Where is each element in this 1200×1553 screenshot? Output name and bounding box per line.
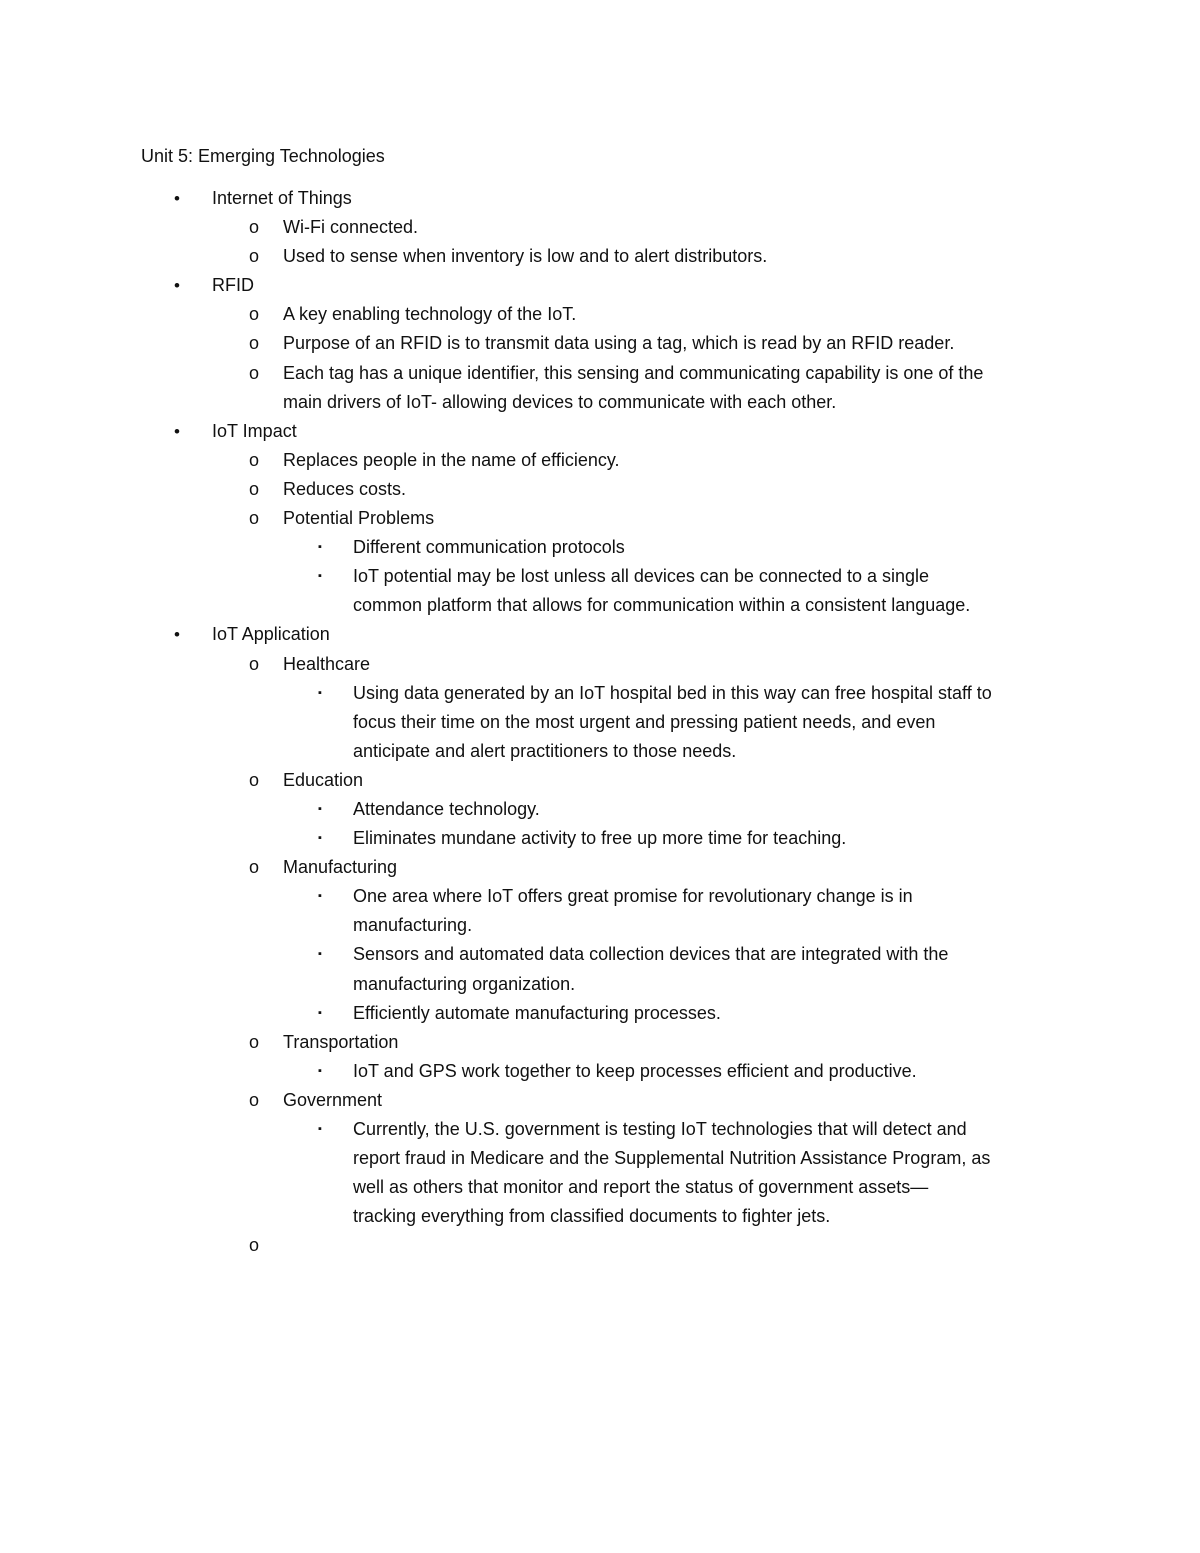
outline-line [0,1086,1200,1115]
outline-line [0,737,1200,766]
outline-line [0,679,1200,708]
outline-line [0,824,1200,853]
bullet-marker: o [249,1031,260,1052]
outline-text: IoT Application [212,624,330,645]
outline-line [0,882,1200,911]
outline-text: main drivers of IoT- allowing devices to communicate with each other. [283,391,837,412]
outline-text: RFID [212,275,254,296]
outline-text: Reduces costs. [283,478,407,499]
bullet-marker: o [249,304,260,325]
outline-text: Using data generated by an IoT hospital bed in this way can free hospital staff to [353,682,992,703]
outline-text: Replaces people in the name of efficiency. [283,449,620,470]
outline-text: anticipate and alert practitioners to those needs. [353,740,737,761]
outline-text: Eliminates mundane activity to free up more time for teaching. [353,828,847,849]
bullet-marker: ▪ [318,890,322,903]
outline-text: manufacturing organization. [353,973,576,994]
bullet-marker: o [249,478,260,499]
outline-line [0,999,1200,1028]
outline-text: Manufacturing [283,857,398,878]
outline-text: report fraud in Medicare and the Supplemental Nutrition Assistance Program, as [353,1148,991,1169]
outline-line [0,562,1200,591]
bullet-marker: o [249,857,260,878]
bullet-marker: ▪ [318,570,322,583]
bullet-marker: o [249,508,260,529]
outline-line [0,446,1200,475]
outline-text: Government [283,1089,383,1110]
outline-text: manufacturing. [353,915,473,936]
bullet-marker: o [249,1235,260,1256]
outline-line [0,388,1200,417]
outline-line [0,329,1200,358]
outline-text: Internet of Things [212,188,352,208]
outline-text: Transportation [283,1031,399,1052]
outline-text: Education [283,769,364,790]
bullet-marker: • [174,625,180,645]
bullet-marker: o [249,246,260,267]
outline-line [0,475,1200,504]
outline-text: well as others that monitor and report the status of government assets— [353,1177,929,1198]
outline-line [0,708,1200,737]
outline-line [0,650,1200,679]
outline-text: Each tag has a unique identifier, this sensing and communicating capability is one of the [283,362,984,383]
outline-text: Attendance technology. [353,798,540,819]
outline-text: A key enabling technology of the IoT. [283,304,577,325]
outline-text: Sensors and automated data collection devices that are integrated with the [353,944,949,965]
outline-line [0,766,1200,795]
bullet-marker: o [249,217,260,238]
outline-text: Healthcare [283,653,371,674]
outline-text: IoT and GPS work together to keep processes efficient and productive. [353,1060,917,1081]
outline-text: IoT potential may be lost unless all devices can be connected to a single [353,566,930,587]
bullet-marker: • [174,421,180,441]
outline-line [0,184,1200,213]
outline-line [0,1115,1200,1144]
outline-text: Wi-Fi connected. [283,217,419,238]
bullet-marker: ▪ [318,541,322,554]
outline-text: Potential Problems [283,508,435,529]
outline-line [0,970,1200,999]
bullet-marker: ▪ [318,802,322,815]
outline-list [0,184,1200,1260]
outline-line [0,911,1200,940]
page-title: Unit 5: Emerging Technologies [141,146,385,166]
bullet-marker: ▪ [318,948,322,961]
bullet-marker: ▪ [318,1006,322,1019]
outline-text: Different communication protocols [353,537,625,558]
outline-line [0,1173,1200,1202]
outline-line [0,359,1200,388]
outline-line [0,1202,1200,1231]
outline-line [0,591,1200,620]
outline-line [0,620,1200,649]
bullet-marker: ▪ [318,832,322,845]
outline-text: Efficiently automate manufacturing processes. [353,1002,721,1023]
outline-line [0,242,1200,271]
bullet-marker: o [249,362,260,383]
outline-line [0,1144,1200,1173]
outline-line [0,940,1200,969]
outline-line [0,504,1200,533]
bullet-marker: ▪ [318,686,322,699]
outline-line [0,1057,1200,1086]
outline-line [0,795,1200,824]
outline-line [0,213,1200,242]
outline-line [0,533,1200,562]
outline-text: focus their time on the most urgent and pressing patient needs, and even [353,711,936,732]
outline-line [0,1028,1200,1057]
outline-line [0,271,1200,300]
outline-text: One area where IoT offers great promise for revolutionary change is in [353,886,913,907]
bullet-marker: o [249,653,260,674]
outline-line [0,1231,1200,1260]
outline-text: common platform that allows for communication within a consistent language. [353,595,971,616]
bullet-marker: o [249,1089,260,1110]
bullet-marker: o [249,769,260,790]
bullet-marker: o [249,449,260,470]
outline-text: Currently, the U.S. government is testing IoT technologies that will detect and [353,1119,967,1139]
bullet-marker: o [249,333,260,354]
outline-line [0,417,1200,446]
bullet-marker: ▪ [318,1064,322,1077]
bullet-marker: • [174,189,180,208]
outline-line [0,853,1200,882]
outline-text: Purpose of an RFID is to transmit data using a tag, which is read by an RFID reader. [283,333,955,354]
outline-text: tracking everything from classified documents to fighter jets. [353,1206,831,1227]
outline-text: Used to sense when inventory is low and to alert distributors. [283,246,768,267]
bullet-marker: ▪ [318,1123,322,1135]
bullet-marker: • [174,276,180,296]
outline-line [0,300,1200,329]
outline-text: IoT Impact [212,420,297,441]
